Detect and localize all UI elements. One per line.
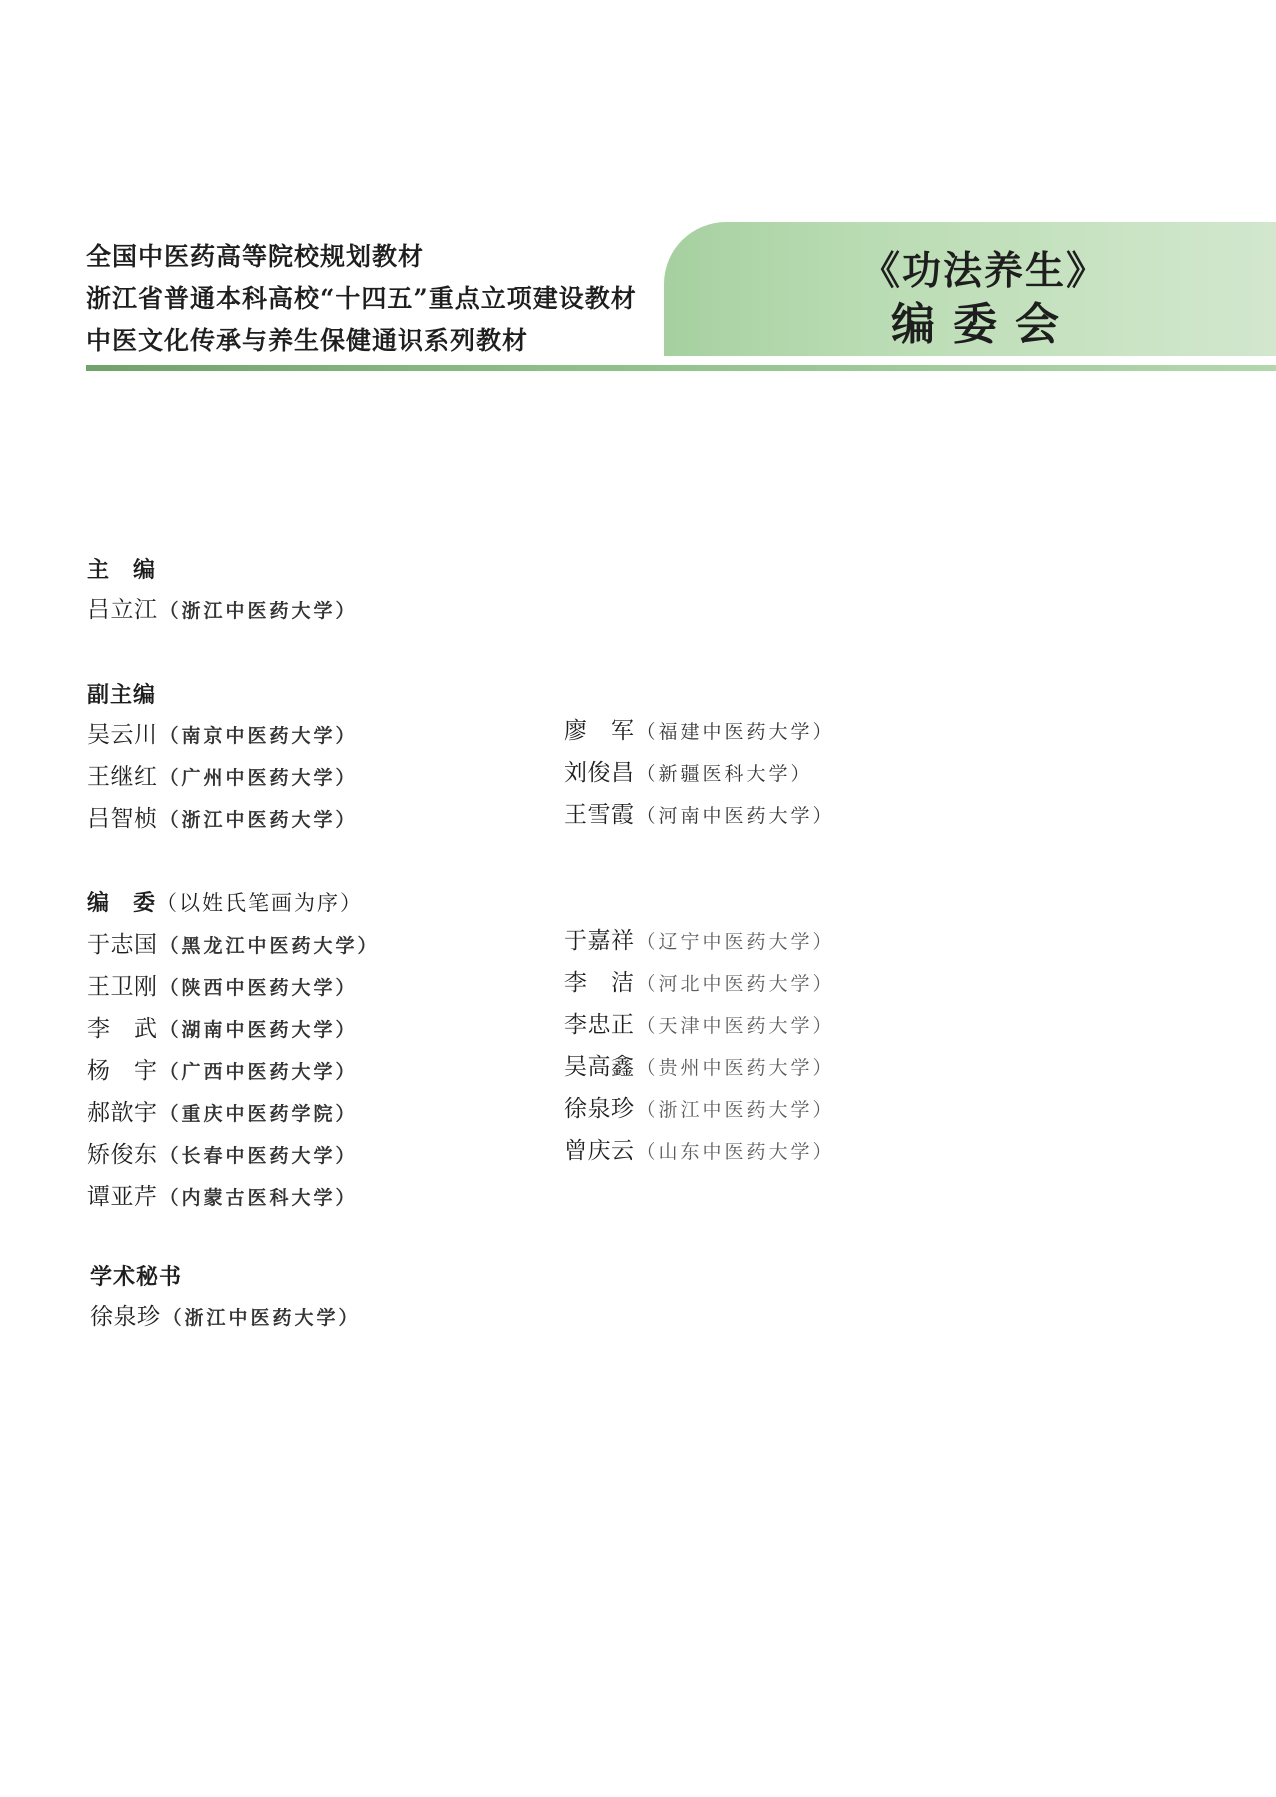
member-name: 矫俊东 [87,1142,158,1168]
member-name: 王继红 [87,764,158,790]
title-banner [664,222,1276,356]
member-row [564,794,835,836]
member-row [87,756,358,798]
member-institution: （重庆中医药学院） [159,1103,358,1125]
member-row [564,710,835,752]
member-row [564,920,835,962]
member-institution: （浙江中医药大学） [636,1099,835,1121]
deputy-editors-left-column [87,714,358,840]
editors-section [87,888,380,1218]
member-name: 徐泉珍 [564,1096,635,1122]
member-institution: （贵州中医药大学） [636,1057,835,1079]
member-institution: （南京中医药大学） [159,725,358,747]
member-name: 吕智桢 [87,806,158,832]
member-name: 吴云川 [87,722,158,748]
deputy-editors-right-column [564,710,835,836]
member-name: 李忠正 [564,1012,635,1038]
member-name: 王卫刚 [87,974,158,1000]
member-institution: （浙江中医药大学） [162,1307,361,1329]
member-name: 吴高鑫 [564,1054,635,1080]
member-name: 李 洁 [564,970,635,996]
member-name: 杨 宇 [87,1058,158,1084]
member-name: 徐泉珍 [90,1304,161,1330]
member-row [564,1088,835,1130]
member-institution: （广州中医药大学） [159,767,358,789]
member-name: 王雪霞 [564,802,635,828]
member-name: 李 武 [87,1016,158,1042]
member-name: 郝歆宇 [87,1100,158,1126]
member-institution: （广西中医药大学） [159,1061,358,1083]
member-name: 刘俊昌 [564,760,635,786]
editors-heading [87,888,380,918]
board-title: 编委会 [891,299,1077,350]
member-name: 谭亚芹 [87,1184,158,1210]
secretary-section [90,1262,361,1338]
member-row [564,752,835,794]
member-row [87,714,358,756]
member-row [87,1134,380,1176]
member-row [87,798,358,840]
deputy-editors-heading: 副主编 [87,682,157,708]
member-row [87,924,380,966]
member-institution: （新疆医科大学） [636,763,813,785]
member-name: 曾庆云 [564,1138,635,1164]
book-title: 《功法养生》 [860,248,1107,294]
member-institution: （湖南中医药大学） [159,1019,358,1041]
member-name: 于嘉祥 [564,928,635,954]
member-row [87,1176,380,1218]
series-line-3: 中医文化传承与养生保健通识系列教材 [86,326,529,355]
editors-heading-label: 编 委 [87,890,157,916]
editors-left-column [87,924,380,1218]
member-row [87,1050,380,1092]
member-name: 于志国 [87,932,158,958]
series-lines [86,236,637,362]
member-institution: （河南中医药大学） [636,805,835,827]
member-row [90,1296,361,1338]
member-row [564,1130,835,1172]
editors-right-column [564,920,835,1172]
series-line-2: 浙江省普通本科高校“十四五”重点立项建设教材 [86,284,637,313]
member-row [87,1092,380,1134]
member-institution: （浙江中医药大学） [159,809,358,831]
member-row [564,1004,835,1046]
member-row [87,1008,380,1050]
member-institution: （内蒙古医科大学） [159,1187,358,1209]
member-institution: （河北中医药大学） [636,973,835,995]
member-row [87,966,380,1008]
member-institution: （山东中医药大学） [636,1141,835,1163]
member-row [564,1046,835,1088]
member-institution: （浙江中医药大学） [159,600,358,622]
member-institution: （天津中医药大学） [636,1015,835,1037]
chief-editor-section [87,555,358,631]
member-institution: （长春中医药大学） [159,1145,358,1167]
member-name: 吕立江 [87,597,158,623]
deputy-editors-section [87,680,358,840]
member-institution: （辽宁中医药大学） [636,931,835,953]
header-divider [86,365,1276,371]
member-row [87,589,358,631]
member-name: 廖 军 [564,718,635,744]
member-row [564,962,835,1004]
member-institution: （黑龙江中医药大学） [159,935,380,957]
secretary-heading: 学术秘书 [90,1264,183,1290]
series-line-1: 全国中医药高等院校规划教材 [86,242,425,271]
member-institution: （福建中医药大学） [636,721,835,743]
editors-order-note: （以姓氏笔画为序） [156,891,364,915]
chief-editor-heading: 主 编 [87,557,157,583]
member-institution: （陕西中医药大学） [159,977,358,999]
